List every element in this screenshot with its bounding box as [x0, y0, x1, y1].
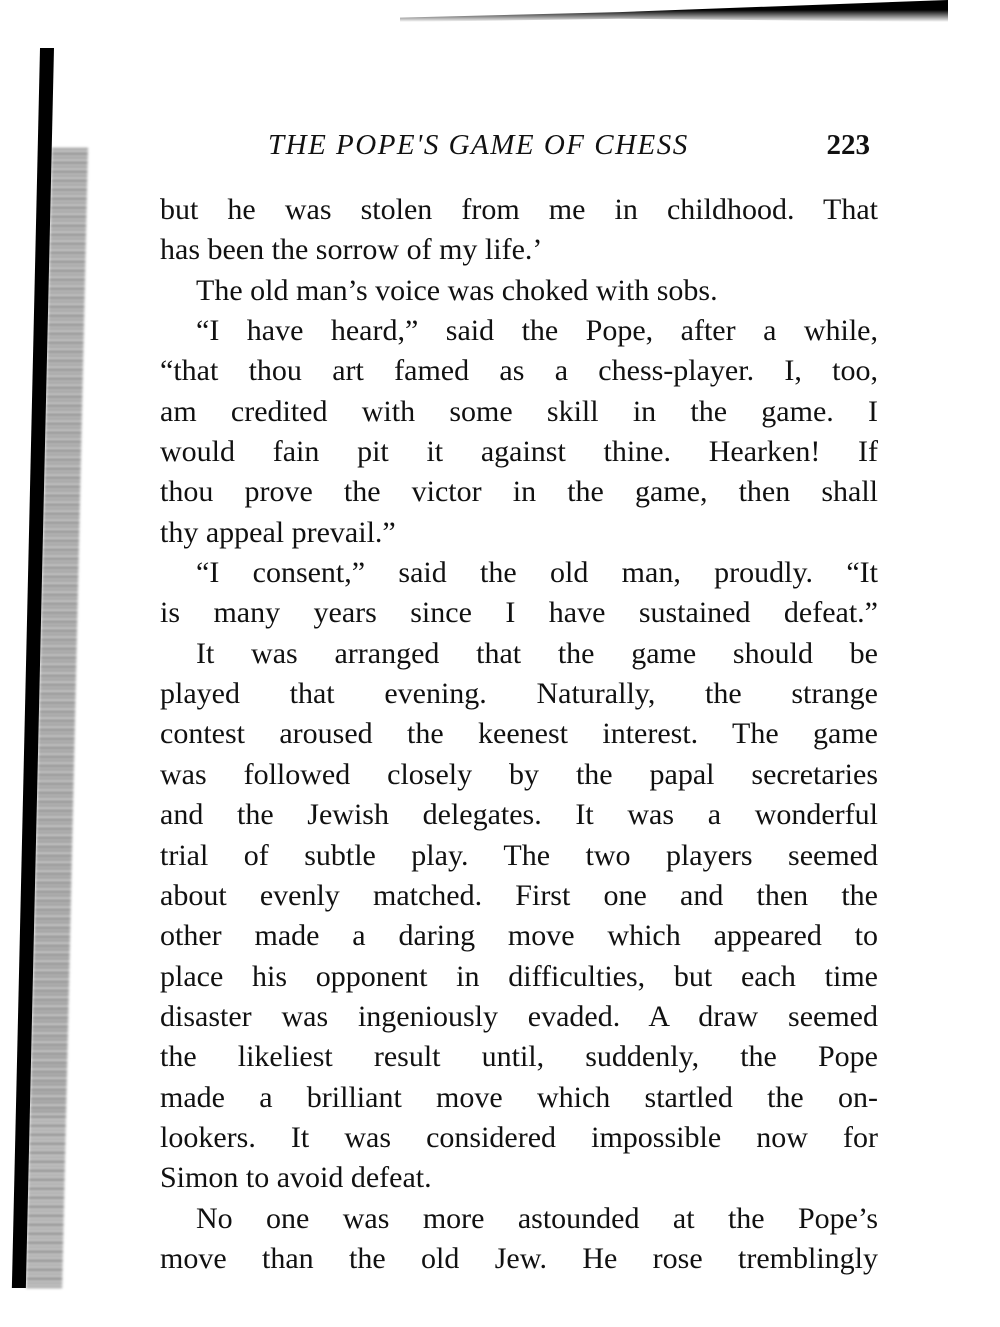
- text-line: “I have heard,” said the Pope, after a while,: [196, 314, 878, 348]
- text-line: played that evening. Naturally, the strange: [160, 677, 878, 711]
- text-line: place his opponent in difficulties, but each time: [160, 959, 878, 993]
- text-line: was followed closely by the papal secretaries: [160, 757, 878, 791]
- book-spine-shadow: [40, 48, 90, 1288]
- text-line: contest aroused the keenest interest. The game: [160, 717, 878, 751]
- page-number: 223: [826, 129, 870, 161]
- body-text: [160, 190, 878, 1279]
- text-line: thou prove the victor in the game, then shall: [160, 475, 878, 509]
- text-line: lookers. It was considered impossible now for: [160, 1120, 878, 1154]
- text-line: “that thou art famed as a chess-player. I, too,: [160, 354, 878, 388]
- text-line: “I consent,” said the old man, proudly. “It: [196, 556, 878, 590]
- text-line: but he was stolen from me in childhood. That: [160, 193, 878, 226]
- text-line: other made a daring move which appeared to: [160, 919, 878, 953]
- text-line: move than the old Jew. He rose tremblingly: [160, 1241, 878, 1275]
- text-line: No one was more astounded at the Pope’s: [196, 1201, 878, 1235]
- text-line: made a brilliant move which startled the on-: [160, 1080, 878, 1114]
- text-line: has been the sorrow of my life.’: [160, 233, 543, 267]
- text-line: the likeliest result until, suddenly, the Pope: [160, 1040, 878, 1074]
- text-line: about evenly matched. First one and then the: [160, 878, 878, 912]
- text-line: is many years since I have sustained defeat.”: [160, 596, 878, 630]
- text-line: The old man’s voice was choked with sobs.: [196, 273, 718, 307]
- text-line: would fain pit it against thine. Hearken! If: [160, 435, 878, 469]
- text-line: It was arranged that the game should be: [196, 636, 878, 670]
- text-line: thy appeal prevail.”: [160, 515, 396, 549]
- running-header: [160, 122, 878, 168]
- text-line: am credited with some skill in the game. I: [160, 394, 878, 428]
- text-line: Simon to avoid defeat.: [160, 1161, 432, 1195]
- text-line: trial of subtle play. The two players seemed: [160, 838, 878, 872]
- text-line: disaster was ingeniously evaded. A draw seemed: [160, 999, 878, 1033]
- text-line: and the Jewish delegates. It was a wonderful: [160, 798, 878, 832]
- running-title: THE POPE'S GAME OF CHESS: [268, 129, 689, 161]
- scan-edge-shadow: [400, 0, 948, 22]
